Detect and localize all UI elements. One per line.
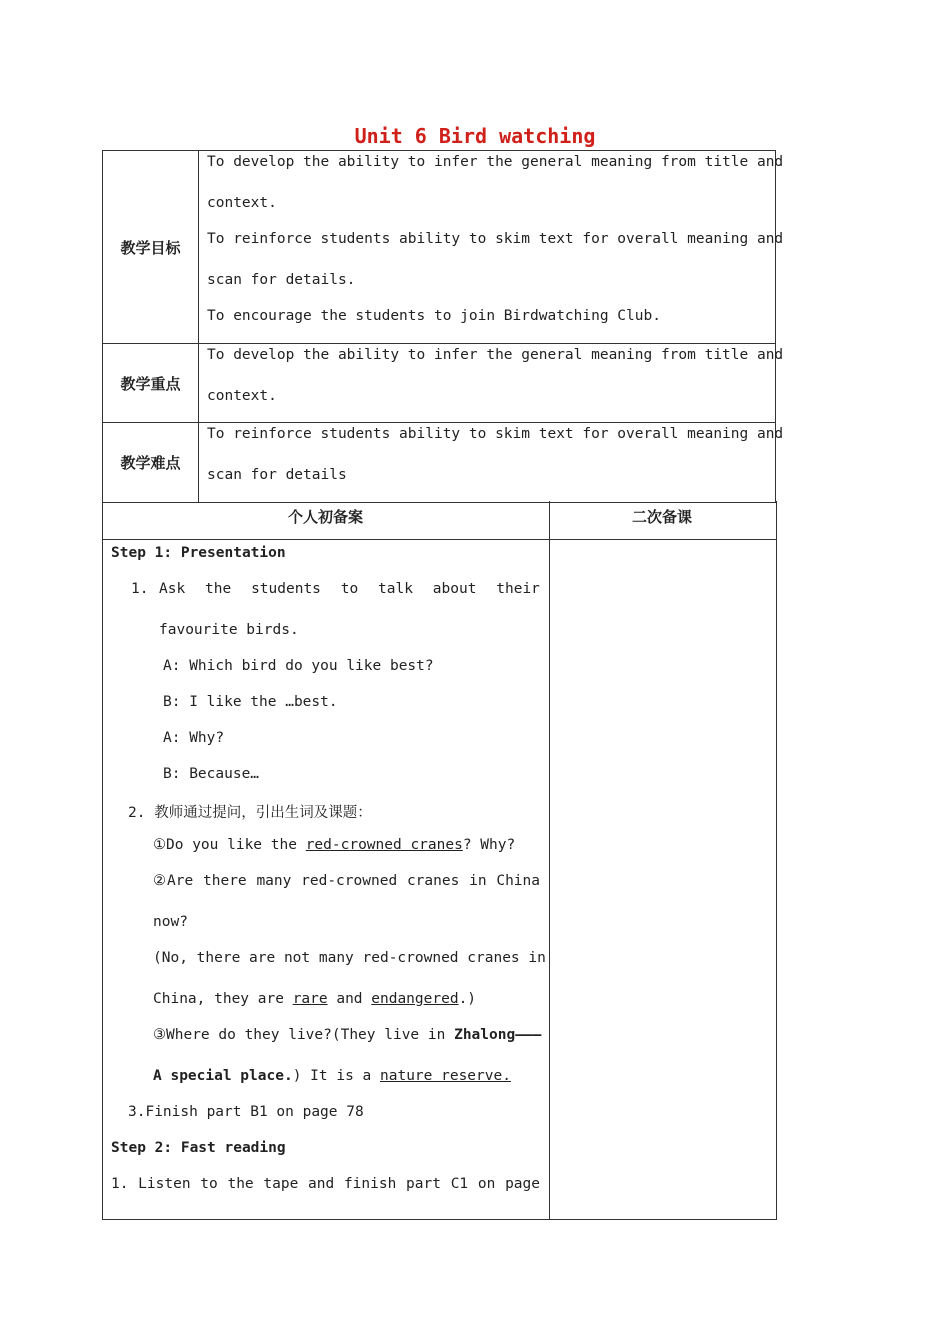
s1-item1-cont: favourite birds. [159,622,299,638]
word: the [205,581,232,597]
word: to [340,581,359,597]
objective-line-1: To develop the ability to infer the general meaning from title and [207,154,784,170]
q3-mid: ) It is a [292,1068,380,1084]
dialog-line-3: A: Why? [163,730,225,746]
term-endangered: endangered [371,991,459,1007]
word: about [432,581,477,597]
objective-line-2: context. [207,195,277,211]
difficulty-line-1: To reinforce students ability to skim text for overall meaning and [207,426,784,442]
objective-line-3: To reinforce students ability to skim text for overall meaning and [207,231,784,247]
s1-item2: 2. 教师通过提问，引出生词及课题： [128,805,372,821]
question-2: ②Are there many red-crowned cranes in China [153,873,540,889]
question-2-cont: now? [153,914,188,930]
s1-item1-line [159,581,540,597]
term-nature-reserve: nature reserve. [380,1068,511,1084]
s2-item1: 1. Listen to the tape and finish part C1 on page [111,1176,540,1192]
term-rare: rare [292,991,328,1007]
s1-item3: 3.Finish part B1 on page 78 [128,1104,364,1120]
plan-header-first: 个人初备案 [287,508,363,526]
lesson-info-table [102,150,784,503]
dialog-line-1: A: Which bird do you like best? [163,658,434,674]
word: students [251,581,321,597]
q1-term: red-crowned cranes [305,837,463,853]
answer-2-cont [153,991,476,1007]
objective-line-5: To encourage the students to join Birdwatching Club. [207,308,661,324]
q3-place: Zhalong——— [454,1027,542,1043]
question-3 [153,1027,541,1043]
ans-text: China, they are [153,991,293,1007]
question-1 [153,837,515,853]
word: talk [378,581,413,597]
q1-text: ①Do you like the [153,837,306,853]
dialog-line-2: B: I like the …best. [163,694,338,710]
difficulties-label: 教学难点 [103,423,199,503]
objectives-label: 教学目标 [103,151,199,344]
q3-text: ③Where do they live?(They live in [153,1027,455,1043]
q1-end: ? Why? [462,837,516,853]
question-3-cont [153,1068,511,1084]
s1-item1-number: 1. [131,581,149,597]
objective-line-4: scan for details. [207,272,356,288]
key-point-line-1: To develop the ability to infer the general meaning from title and [207,347,784,363]
plan-header-second: 二次备课 [631,508,692,526]
key-points-label: 教学重点 [103,344,199,423]
ans-and: and [327,991,372,1007]
ans-end: .) [458,991,477,1007]
step2-heading: Step 2: Fast reading [111,1140,286,1156]
dialog-line-4: B: Because… [163,766,260,782]
difficulty-line-2: scan for details [207,467,347,483]
answer-2: (No, there are not many red-crowned cranes in [153,950,546,966]
word: Ask [159,581,186,597]
step1-heading: Step 1: Presentation [111,545,286,561]
page-title: Unit 6 Bird watching [354,124,596,148]
word: their [496,581,540,597]
key-point-line-2: context. [207,388,277,404]
q3-special: A special place. [153,1068,293,1084]
